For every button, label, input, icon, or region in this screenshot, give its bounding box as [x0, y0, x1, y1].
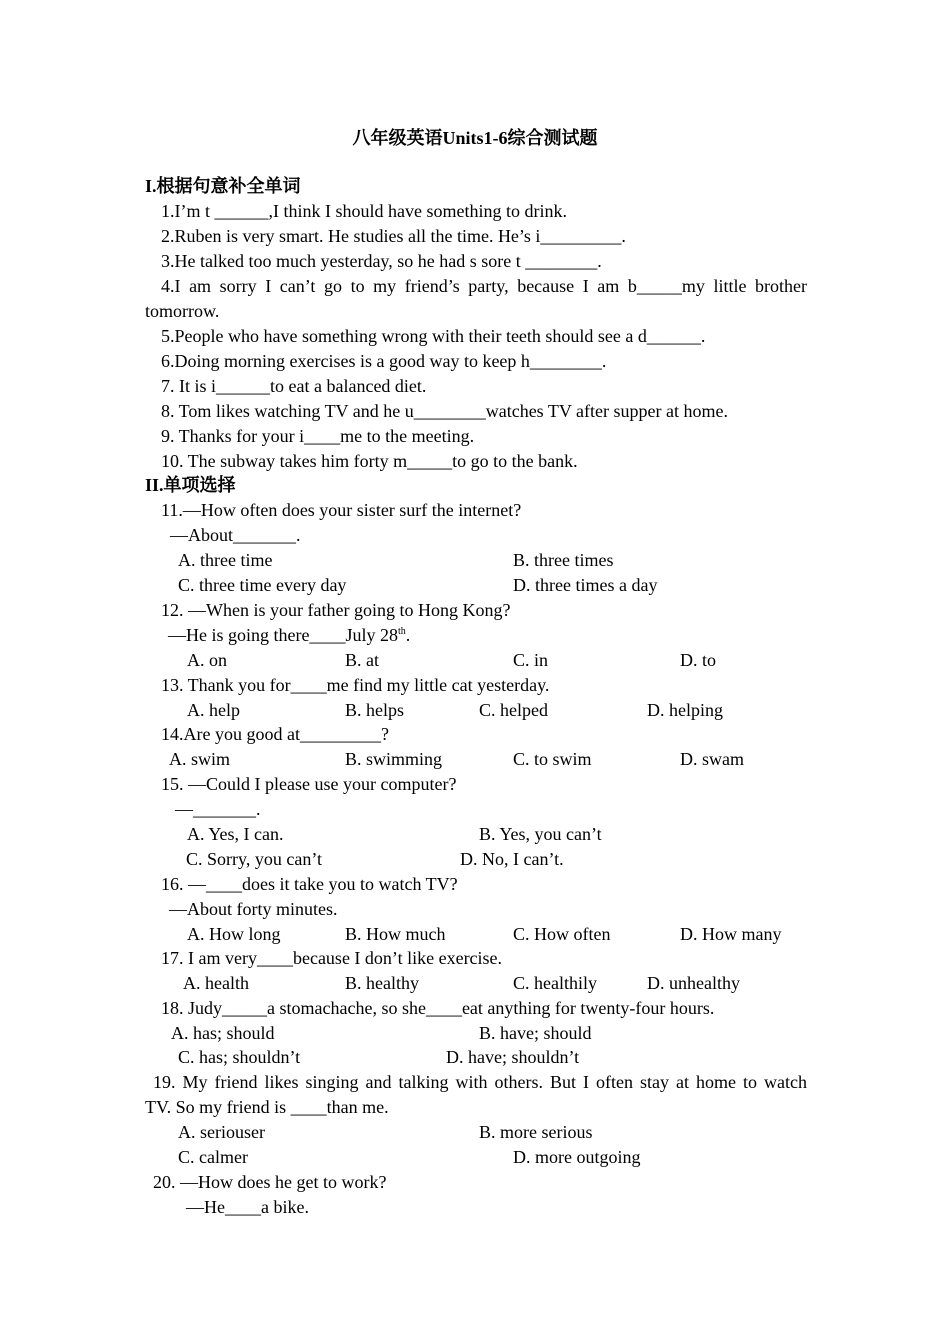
question-18-option-d: D. have; shouldn’t — [446, 1047, 580, 1067]
question-17-option-a: A. health — [183, 973, 249, 993]
question-20-stem: 20. —How does he get to work? — [153, 1172, 387, 1192]
question-9: 9. Thanks for your i____me to the meeting. — [161, 426, 475, 446]
question-14-option-c: C. to swim — [513, 749, 592, 769]
question-13-option-b: B. helps — [345, 700, 405, 720]
question-1: 1.I’m t ______,I think I should have something to drink. — [161, 201, 567, 221]
question-12-stem: 12. —When is your father going to Hong Kong? — [161, 600, 511, 620]
question-4-line2: tomorrow. — [145, 301, 220, 321]
question-16-option-b: B. How much — [345, 924, 446, 944]
question-18-option-b: B. have; should — [479, 1023, 592, 1043]
question-13-option-a: A. help — [187, 700, 240, 720]
question-19-option-a: A. seriouser — [178, 1122, 265, 1142]
question-11-stem: 11.—How often does your sister surf the internet? — [161, 500, 522, 520]
question-19-option-c: C. calmer — [178, 1147, 248, 1167]
question-19-option-d: D. more outgoing — [513, 1147, 641, 1167]
question-15-option-d: D. No, I can’t. — [460, 849, 564, 869]
question-11-option-c: C. three time every day — [178, 575, 347, 595]
question-17-stem: 17. I am very____because I don’t like exercise. — [161, 948, 503, 968]
question-20-reply: —He____a bike. — [186, 1197, 309, 1217]
question-13-stem: 13. Thank you for____me find my little cat yesterday. — [161, 675, 550, 695]
question-13-option-d: D. helping — [647, 700, 723, 720]
question-3: 3.He talked too much yesterday, so he had s sore t ________. — [161, 251, 602, 271]
question-19-stem-line2: TV. So my friend is ____than me. — [145, 1097, 389, 1117]
document-title: 八年级英语Units1-6综合测试题 — [352, 128, 598, 148]
question-12-option-a: A. on — [187, 650, 227, 670]
question-17-option-b: B. healthy — [345, 973, 419, 993]
question-15-option-b: B. Yes, you can’t — [479, 824, 602, 844]
question-14-option-a: A. swim — [169, 749, 231, 769]
question-11-reply: —About_______. — [170, 525, 301, 545]
question-15-option-c: C. Sorry, you can’t — [186, 849, 322, 869]
question-12-reply-text: —He is going there____July 28 — [168, 625, 398, 645]
question-16-reply: —About forty minutes. — [169, 899, 338, 919]
question-10: 10. The subway takes him forty m_____to go to the bank. — [161, 451, 578, 471]
question-2: 2.Ruben is very smart. He studies all the time. He’s i_________. — [161, 226, 626, 246]
question-12-reply-end: . — [405, 625, 411, 645]
question-17-option-d: D. unhealthy — [647, 973, 740, 993]
question-11-option-d: D. three times a day — [513, 575, 658, 595]
section2-heading: II.单项选择 — [145, 475, 236, 495]
question-12-reply — [168, 623, 410, 647]
section1-heading: I.根据句意补全单词 — [145, 176, 301, 196]
question-15-option-a: A. Yes, I can. — [187, 824, 284, 844]
question-15-reply: —_______. — [175, 799, 261, 819]
question-17-option-c: C. healthily — [513, 973, 597, 993]
question-7: 7. It is i______to eat a balanced diet. — [161, 376, 427, 396]
question-8: 8. Tom likes watching TV and he u________watches TV after supper at home. — [161, 401, 728, 421]
question-13-option-c: C. helped — [479, 700, 548, 720]
question-14-stem: 14.Are you good at_________? — [161, 724, 389, 744]
question-19-option-b: B. more serious — [479, 1122, 593, 1142]
question-12-option-d: D. to — [680, 650, 716, 670]
question-14-option-d: D. swam — [680, 749, 744, 769]
question-6: 6.Doing morning exercises is a good way to keep h________. — [161, 351, 607, 371]
question-5: 5.People who have something wrong with their teeth should see a d______. — [161, 326, 706, 346]
question-16-option-a: A. How long — [187, 924, 281, 944]
question-19-stem-line1: 19. My friend likes singing and talking with others. But I often stay at home to watch — [153, 1072, 807, 1092]
question-4-line1: 4.I am sorry I can’t go to my friend’s party, because I am b_____my little brother — [161, 276, 807, 296]
question-12-superscript: th — [397, 626, 406, 637]
question-18-stem: 18. Judy_____a stomachache, so she____eat anything for twenty-four hours. — [161, 998, 715, 1018]
question-16-option-c: C. How often — [513, 924, 611, 944]
question-11-option-a: A. three time — [178, 550, 273, 570]
question-12-option-c: C. in — [513, 650, 549, 670]
question-16-stem: 16. —____does it take you to watch TV? — [161, 874, 458, 894]
question-14-option-b: B. swimming — [345, 749, 443, 769]
question-11-option-b: B. three times — [513, 550, 614, 570]
question-16-option-d: D. How many — [680, 924, 782, 944]
question-18-option-a: A. has; should — [171, 1023, 275, 1043]
question-12-option-b: B. at — [345, 650, 379, 670]
question-18-option-c: C. has; shouldn’t — [178, 1047, 301, 1067]
question-15-stem: 15. —Could I please use your computer? — [161, 774, 457, 794]
